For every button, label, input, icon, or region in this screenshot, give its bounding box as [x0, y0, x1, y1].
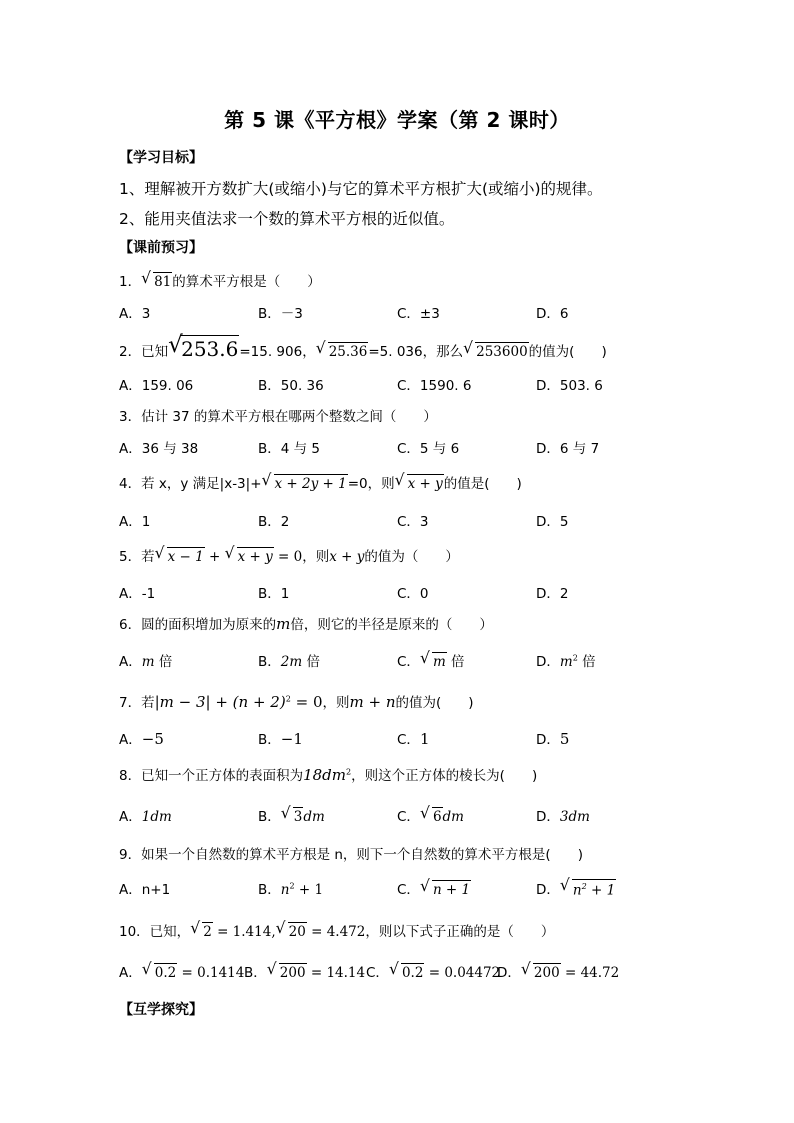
- q5-option-d[interactable]: D．2: [536, 586, 569, 602]
- q8-option-a[interactable]: A．1dm: [119, 809, 172, 825]
- q3-option-d[interactable]: D．6 与 7: [536, 441, 600, 457]
- q3-option-c[interactable]: C．5 与 6: [397, 441, 460, 457]
- q9-option-c[interactable]: C．√ n + 1: [397, 878, 471, 898]
- q8-option-b[interactable]: B．√ 3dm: [258, 805, 325, 825]
- q2-option-d[interactable]: D．503. 6: [536, 378, 603, 394]
- goal-1: 1、理解被开方数扩大(或缩小)与它的算术平方根扩大(或缩小)的规律。: [119, 180, 603, 198]
- q8-option-c[interactable]: C．√ 6dm: [397, 805, 464, 825]
- question-6: 6．圆的面积增加为原来的m倍，则它的半径是原来的（ ）: [119, 615, 493, 633]
- sqrt-253-6: √ 253.6: [169, 335, 239, 361]
- section-explore-heading: 【互学探究】: [119, 1002, 203, 1018]
- sqrt-x-plus-y-2: √ x + y: [226, 547, 274, 565]
- q9-option-d[interactable]: D．√ $n^2 + 1$: [536, 878, 616, 898]
- section-goals-heading: 【学习目标】: [119, 150, 203, 166]
- q1-option-a[interactable]: A．3: [119, 306, 151, 322]
- question-7: 7．若$|m - 3| + (n + 2)^2 = 0$，则m + n的值为( ): [119, 693, 474, 711]
- sqrt-253600: √ 253600: [464, 342, 529, 360]
- question-2-options: [119, 374, 679, 398]
- q7-option-b[interactable]: B．−1: [258, 730, 303, 748]
- question-9-options: [119, 878, 679, 902]
- q6-option-c[interactable]: C．√ m 倍: [397, 650, 465, 670]
- question-6-options: [119, 650, 679, 674]
- q2-option-b[interactable]: B．50. 36: [258, 378, 324, 394]
- q10-option-d[interactable]: D．√ 200 = 44.72: [497, 961, 619, 981]
- question-4: 4．若 x，y 满足|x-3|+√ x + 2y + 1=0，则√ x + y的值是( ): [119, 472, 522, 492]
- question-10: 10．已知，√ 2 = 1.414,√ 20 = 4.472，则以下式子正确的是（ ）: [119, 920, 554, 940]
- q6-option-b[interactable]: B．2m 倍: [258, 654, 320, 670]
- q6-option-d[interactable]: D．$m^2$ 倍: [536, 652, 596, 670]
- question-3-options: [119, 437, 679, 461]
- sqrt-x-minus-1: √ x − 1: [156, 547, 205, 565]
- q5-option-c[interactable]: C．0: [397, 586, 429, 602]
- q4-option-a[interactable]: A．1: [119, 514, 151, 530]
- q10-option-b[interactable]: B．√ 200 = 14.14: [244, 961, 365, 981]
- sqrt-x-plus-y: √ x + y: [396, 474, 444, 492]
- question-10-options: [119, 961, 719, 985]
- q7-option-c[interactable]: C．1: [397, 730, 430, 748]
- q4-option-b[interactable]: B．2: [258, 514, 290, 530]
- question-3: 3．估计 37 的算术平方根在哪两个整数之间（ ）: [119, 409, 437, 425]
- page-title: 第 5 课《平方根》学案（第 2 课时）: [224, 108, 570, 132]
- question-1-options: [119, 302, 679, 326]
- question-7-options: [119, 728, 679, 752]
- question-5-options: [119, 582, 679, 606]
- q1-option-b[interactable]: B．－3: [258, 306, 303, 322]
- q7-option-a[interactable]: A．−5: [119, 730, 164, 748]
- q3-option-b[interactable]: B．4 与 5: [258, 441, 321, 457]
- question-8: 8．已知一个正方体的表面积为$18dm^2$，则这个正方体的棱长为( ): [119, 766, 538, 784]
- q3-option-a[interactable]: A．36 与 38: [119, 441, 199, 457]
- q10-option-c[interactable]: C．√ 0.2 = 0.04472: [366, 961, 500, 981]
- q5-option-b[interactable]: B．1: [258, 586, 290, 602]
- question-2: 2．已知√ 253.6=15. 906，√ 25.36=5. 036，那么√ 253600的值为( ): [119, 335, 607, 361]
- q10-option-a[interactable]: A．√ 0.2 = 0.1414: [119, 961, 244, 981]
- sqrt-81: √ 81: [142, 272, 172, 290]
- q2-option-c[interactable]: C．1590. 6: [397, 378, 472, 394]
- q1-option-d[interactable]: D．6: [536, 306, 569, 322]
- q5-option-a[interactable]: A．-1: [119, 586, 156, 602]
- section-preview-heading: 【课前预习】: [119, 240, 203, 256]
- goal-2: 2、能用夹值法求一个数的算术平方根的近似值。: [119, 210, 455, 228]
- q2-option-a[interactable]: A．159. 06: [119, 378, 194, 394]
- sqrt-25-36: √ 25.36: [317, 342, 369, 360]
- q9-option-a[interactable]: A．n+1: [119, 882, 171, 898]
- question-4-options: [119, 510, 679, 534]
- q7-option-d[interactable]: D．5: [536, 730, 570, 748]
- question-1: 1．√ 81的算术平方根是（ ）: [119, 270, 321, 290]
- q4-option-c[interactable]: C．3: [397, 514, 429, 530]
- q6-option-a[interactable]: A．m 倍: [119, 654, 173, 670]
- question-9: 9．如果一个自然数的算术平方根是 n，则下一个自然数的算术平方根是( ): [119, 847, 583, 863]
- q9-option-b[interactable]: B．$n^2 + 1$: [258, 880, 324, 898]
- q4-option-d[interactable]: D．5: [536, 514, 569, 530]
- sqrt-x-2y-1: √ x + 2y + 1: [263, 474, 348, 492]
- q1-option-c[interactable]: C．±3: [397, 306, 440, 322]
- q8-option-d[interactable]: D．3dm: [536, 809, 590, 825]
- question-5: 5．若√ x − 1 + √ x + y = 0，则x + y的值为（ ）: [119, 545, 459, 565]
- question-8-options: [119, 805, 679, 829]
